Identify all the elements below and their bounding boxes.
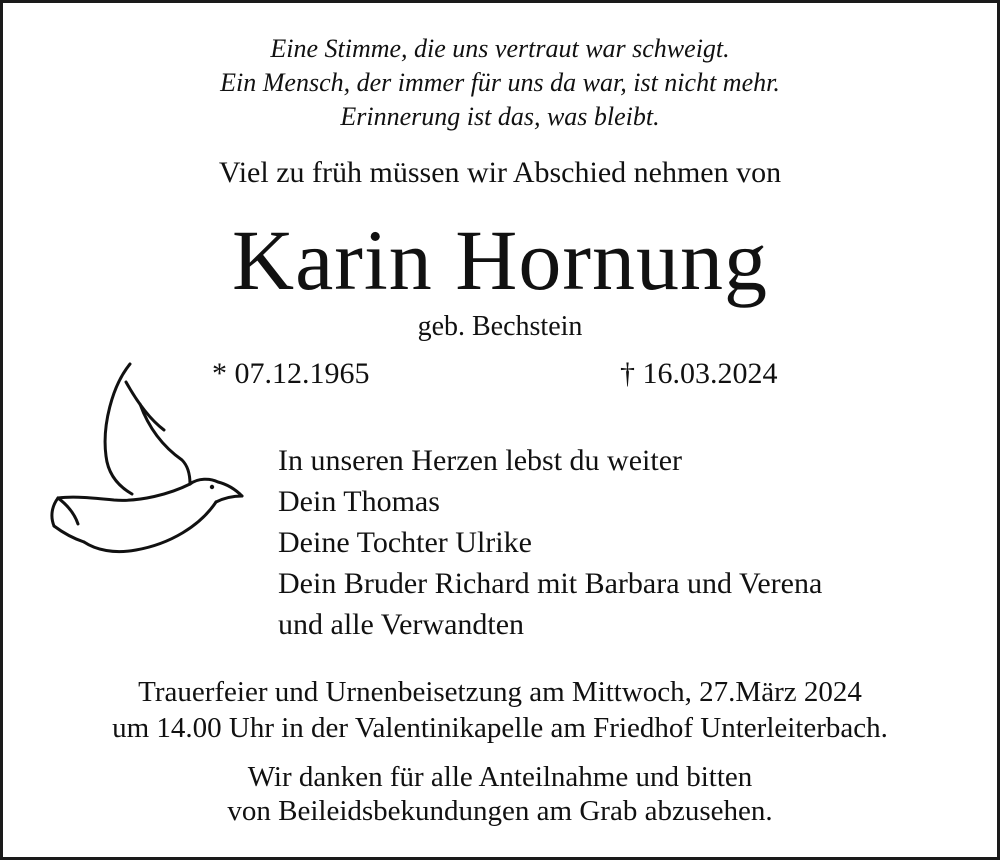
poem-line: Ein Mensch, der immer für uns da war, ist nicht mehr. — [220, 68, 780, 97]
intro-text: Viel zu früh müssen wir Abschied nehmen von — [218, 156, 782, 189]
poem-line: Eine Stimme, die uns vertraut war schweigt. — [270, 34, 730, 63]
birth-date: * 07.12.1965 — [212, 357, 370, 390]
thanks-line: Wir danken für alle Anteilnahme und bitten — [247, 761, 753, 793]
mourner-line: In unseren Herzen lebst du weiter — [278, 444, 683, 477]
service-line: Trauerfeier und Urnenbeisetzung am Mittwoch, 27.März 2024 — [138, 676, 862, 708]
dove-icon — [44, 356, 250, 562]
maiden-name: geb. Bechstein — [417, 311, 583, 342]
deceased-name: Karin Hornung — [231, 212, 769, 308]
mourner-line: Deine Tochter Ulrike — [278, 526, 532, 559]
mourner-line: Dein Thomas — [278, 485, 440, 518]
poem — [0, 32, 1000, 134]
mourners-list — [278, 440, 822, 645]
death-date: † 16.03.2024 — [620, 357, 778, 390]
thanks-note — [0, 760, 1000, 828]
service-line: um 14.00 Uhr in der Valentinikapelle am Friedhof Unterleiterbach. — [112, 712, 888, 744]
poem-line: Erinnerung ist das, was bleibt. — [340, 102, 660, 131]
mourner-line: und alle Verwandten — [278, 608, 525, 641]
service-info — [0, 674, 1000, 746]
mourner-line: Dein Bruder Richard mit Barbara und Verena — [278, 567, 823, 600]
thanks-line: von Beileidsbekundungen am Grab abzusehen. — [227, 795, 773, 827]
